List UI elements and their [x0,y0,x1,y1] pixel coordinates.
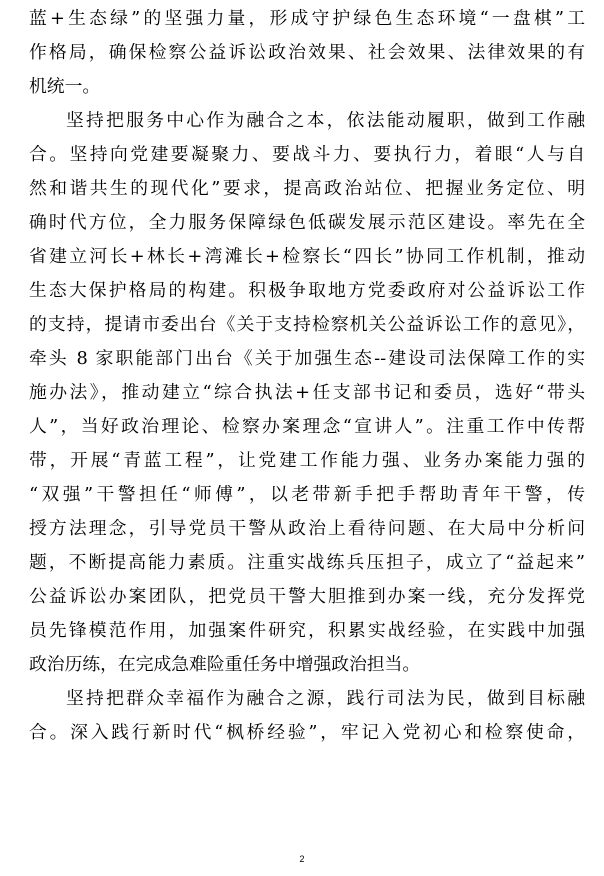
paragraph-2-line: 坚持把服务中心作为融合之本，依法能动履职，做到工作融 [66,110,585,131]
paragraph-2-line: “双强”干警担任“师傅”，以老带新手把手帮助青年干警，传 [29,484,585,505]
body-text [29,2,585,750]
paragraph-2-line: 员先锋模范作用，加强案件研究，积累实战经验，在实践中加强 [29,620,585,641]
paragraph-3-line: 坚持把群众幸福作为融合之源，践行司法为民，做到目标融 [66,688,585,709]
paragraph-1-line: 机统一。 [29,76,101,97]
paragraph-2-line: 题，不断提高能力素质。注重实战练兵压担子，成立了“益起来” [29,552,585,573]
paragraph-2-line: 的支持，提请市委出台《关于支持检察机关公益诉讼工作的意见》， [29,314,585,335]
paragraph-2-line: 合。坚持向党建要凝聚力、要战斗力、要执行力，着眼“人与自 [29,144,585,165]
paragraph-2-line: 省建立河长+林长+湾滩长+检察长“四长”协同工作机制，推动 [29,246,585,267]
paragraph-2-line: 政治历练，在完成急难险重任务中增强政治担当。 [29,654,421,675]
page-number: 2 [299,854,305,864]
paragraph-2-line: 牵头 8 家职能部门出台《关于加强生态--建设司法保障工作的实 [29,348,585,369]
paragraph-2-line: 然和谐共生的现代化”要求，提高政治站位、把握业务定位、明 [29,178,585,199]
paragraph-2-line: 授方法理念，引导党员干警从政治上看待问题、在大局中分析问 [29,518,585,539]
paragraph-3-line: 合。深入践行新时代“枫桥经验”，牢记入党初心和检察使命， [29,722,585,743]
paragraph-2-line: 施办法》，推动建立“综合执法+任支部书记和委员，选好“带头 [29,382,585,403]
paragraph-1-line: 作格局，确保检察公益诉讼政治效果、社会效果、法律效果的有 [29,42,585,63]
paragraph-2-line: 公益诉讼办案团队，把党员干警大胆推到办案一线，充分发挥党 [29,586,585,607]
paragraph-2-line: 带，开展“青蓝工程”，让党建工作能力强、业务办案能力强的 [29,450,585,471]
paragraph-2-line: 确时代方位，全力服务保障绿色低碳发展示范区建设。率先在全 [29,212,585,233]
paragraph-2-line: 人”，当好政治理论、检察办案理念“宣讲人”。注重工作中传帮 [29,416,585,437]
paragraph-1-line: 蓝+生态绿”的坚强力量，形成守护绿色生态环境“一盘棋”工 [29,8,585,29]
paragraph-2-line: 生态大保护格局的构建。积极争取地方党委政府对公益诉讼工作 [29,280,585,301]
